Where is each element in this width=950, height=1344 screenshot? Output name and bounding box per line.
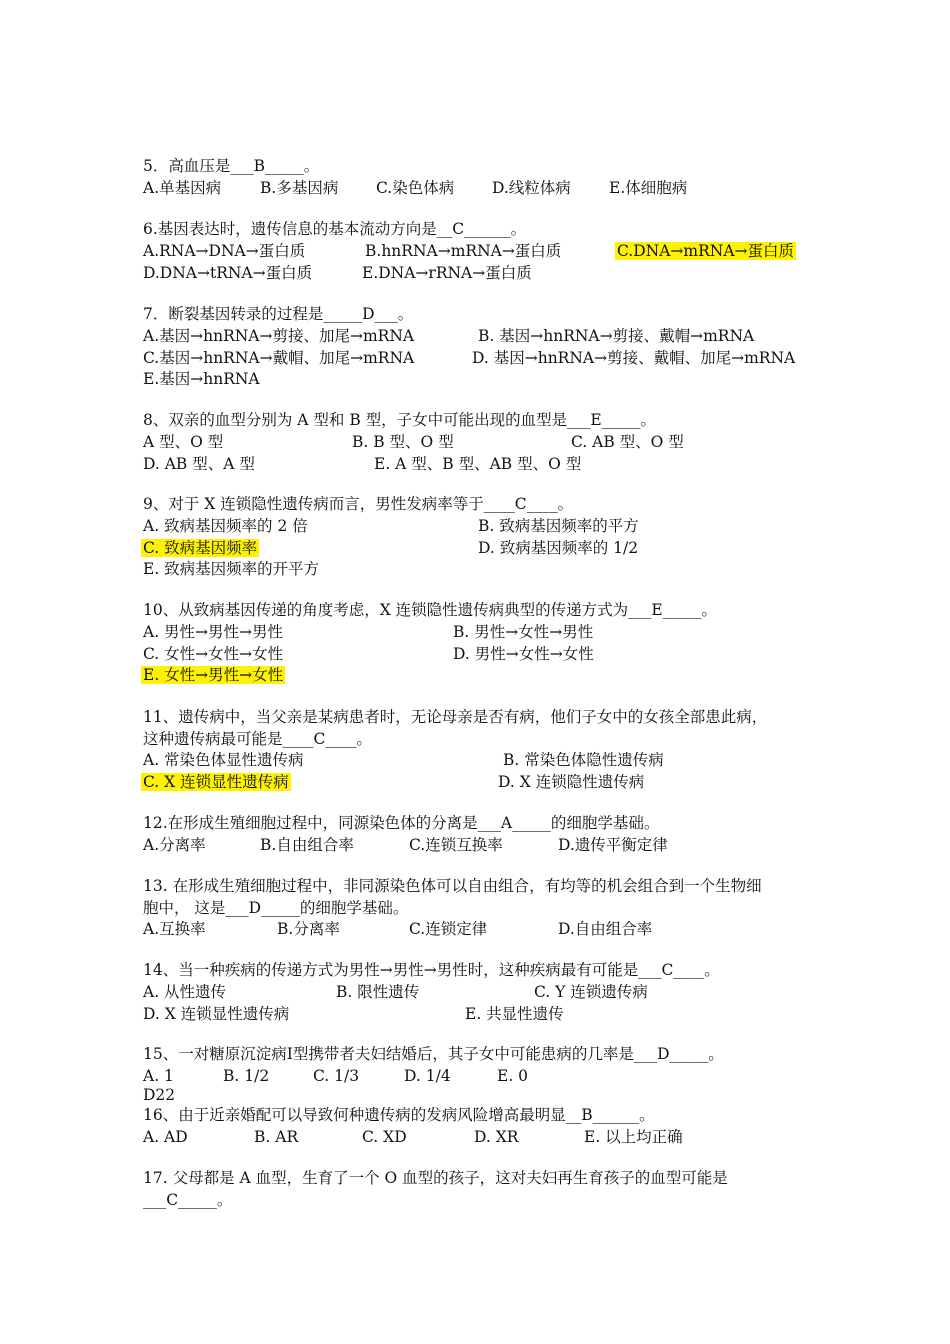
option: A. 1 [143, 1067, 174, 1085]
option: C. Y 连锁遗传病 [534, 983, 648, 1001]
option: E.基因→hnRNA [143, 370, 260, 388]
option: D. XR [474, 1128, 519, 1146]
option: E.体细胞病 [609, 179, 688, 197]
option: B. 男性→女性→男性 [453, 623, 594, 641]
option: B.分离率 [277, 920, 340, 938]
question-11: 11、遗传病中，当父亲是某病患者时，无论母亲是否有病，他们子女中的女孩全部患此病， [143, 708, 768, 726]
option: B.自由组合率 [260, 836, 354, 854]
option: E. A 型、B 型、AB 型、O 型 [374, 455, 582, 473]
question-14: 14、当一种疾病的传递方式为男性→男性→男性时，这种疾病最有可能是___C____。 [143, 961, 720, 979]
option: C.连锁定律 [409, 920, 488, 938]
option: D. X 连锁隐性遗传病 [498, 773, 645, 791]
option: A. 从性遗传 [143, 983, 227, 1001]
option: A.分离率 [143, 836, 206, 854]
option: E. 以上均正确 [584, 1128, 683, 1146]
option: A.基因→hnRNA→剪接、加尾→mRNA [143, 327, 415, 345]
option: D. 基因→hnRNA→剪接、戴帽、加尾→mRNA [472, 349, 796, 367]
option: A.RNA→DNA→蛋白质 [143, 242, 306, 260]
question-17-cont: ___C_____。 [143, 1191, 233, 1209]
option: B. 限性遗传 [336, 983, 420, 1001]
option: B. 1/2 [223, 1067, 270, 1085]
option: D.遗传平衡定律 [558, 836, 668, 854]
option: A. 致病基因频率的 2 倍 [143, 517, 308, 535]
option: C. 女性→女性→女性 [143, 645, 284, 663]
option-highlighted: C. 致病基因频率 [143, 539, 258, 557]
question-11-cont: 这种遗传病最可能是____C____。 [143, 730, 372, 748]
option: C. XD [362, 1128, 407, 1146]
option: D. AB 型、A 型 [143, 455, 255, 473]
option: A.互换率 [143, 920, 206, 938]
option: A. AD [143, 1128, 188, 1146]
option: D.线粒体病 [492, 179, 571, 197]
option: C.基因→hnRNA→戴帽、加尾→mRNA [143, 349, 415, 367]
option: B. 常染色体隐性遗传病 [503, 751, 664, 769]
option: E. 共显性遗传 [465, 1005, 564, 1023]
option: C. AB 型、O 型 [571, 433, 684, 451]
option: E. 0 [497, 1067, 529, 1085]
option: B.hnRNA→mRNA→蛋白质 [365, 242, 562, 260]
option: D. 1/4 [404, 1067, 451, 1085]
stray-note: D22 [143, 1086, 176, 1104]
option: D. 男性→女性→女性 [453, 645, 594, 663]
question-10: 10、从致病基因传递的角度考虑，X 连锁隐性遗传病典型的传递方式为___E_____。 [143, 601, 718, 619]
option: D. X 连锁显性遗传病 [143, 1005, 290, 1023]
option: A. 常染色体显性遗传病 [143, 751, 304, 769]
question-12: 12.在形成生殖细胞过程中，同源染色体的分离是___A_____的细胞学基础。 [143, 814, 660, 832]
question-15: 15、一对糖原沉淀病Ⅰ型携带者夫妇结婚后，其子女中可能患病的几率是___D_____。 [143, 1045, 724, 1063]
question-17: 17. 父母都是 A 血型，生育了一个 O 血型的孩子，这对夫妇再生育孩子的血型可能是 [143, 1169, 728, 1187]
option: B. AR [254, 1128, 299, 1146]
option: D.自由组合率 [558, 920, 653, 938]
option: E.DNA→rRNA→蛋白质 [362, 264, 532, 282]
option: C.染色体病 [376, 179, 455, 197]
question-7: 7．断裂基因转录的过程是_____D___。 [143, 305, 414, 323]
option: D.DNA→tRNA→蛋白质 [143, 264, 313, 282]
option: B. B 型、O 型 [352, 433, 454, 451]
question-13-cont: 胞中， 这是___D_____的细胞学基础。 [143, 899, 409, 917]
question-9: 9、对于 X 连锁隐性遗传病而言，男性发病率等于____C____。 [143, 495, 574, 513]
question-8: 8、双亲的血型分别为 A 型和 B 型，子女中可能出现的血型是___E_____。 [143, 411, 656, 429]
option: C. 1/3 [313, 1067, 360, 1085]
option: A 型、O 型 [143, 433, 224, 451]
option: C.连锁互换率 [409, 836, 503, 854]
option: A. 男性→男性→男性 [143, 623, 284, 641]
question-6: 6.基因表达时，遗传信息的基本流动方向是__C______。 [143, 220, 527, 238]
option-highlighted: C.DNA→mRNA→蛋白质 [617, 242, 795, 260]
question-5: 5．高血压是___B_____。 [143, 157, 320, 175]
option-highlighted: E. 女性→男性→女性 [143, 666, 284, 684]
question-13: 13. 在形成生殖细胞过程中，非同源染色体可以自由组合，有均等的机会组合到一个生物细 [143, 877, 762, 895]
option: E. 致病基因频率的开平方 [143, 560, 320, 578]
option: A.单基因病 [143, 179, 222, 197]
option-highlighted: C. X 连锁显性遗传病 [143, 773, 289, 791]
option: B. 致病基因频率的平方 [478, 517, 639, 535]
option: D. 致病基因频率的 1/2 [478, 539, 639, 557]
option: B. 基因→hnRNA→剪接、戴帽→mRNA [478, 327, 755, 345]
option: B.多基因病 [260, 179, 339, 197]
question-16: 16、由于近亲婚配可以导致何种遗传病的发病风险增高最明显__B______。 [143, 1106, 655, 1124]
